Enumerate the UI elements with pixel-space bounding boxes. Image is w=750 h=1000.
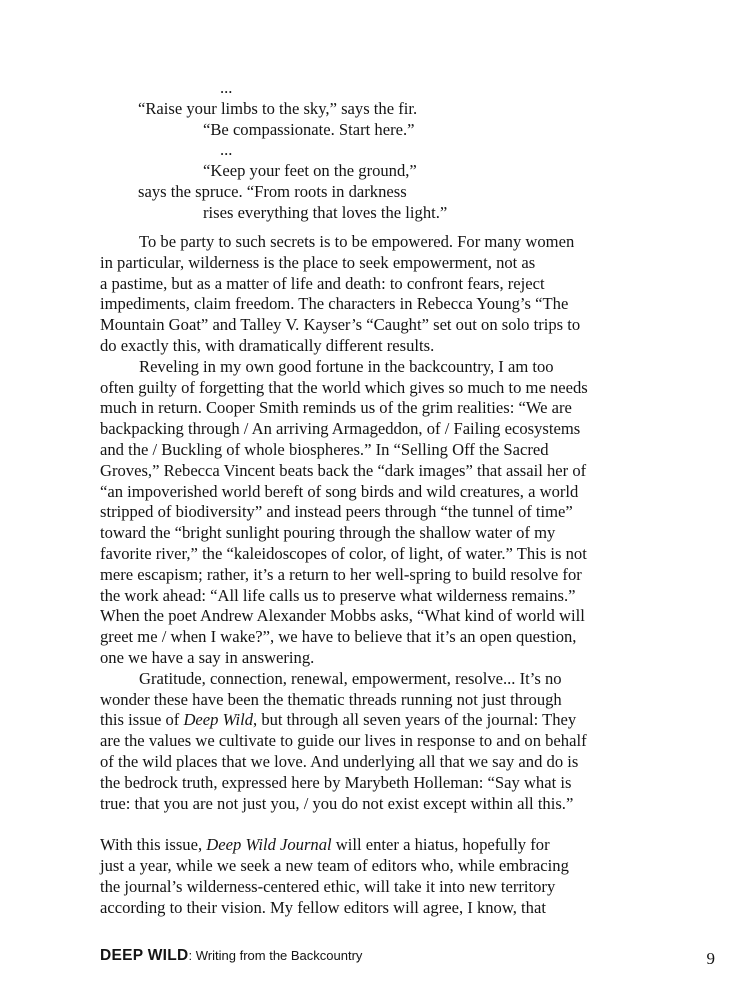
poem-ellipsis: ... xyxy=(220,78,233,97)
page-footer xyxy=(100,947,715,971)
poem-line: “Be compassionate. Start here.” xyxy=(203,119,415,139)
journal-subtitle: : Writing from the Backcountry xyxy=(188,948,363,963)
poem-line: rises everything that loves the light.” xyxy=(203,202,448,222)
poem-ellipsis: ... xyxy=(220,140,233,160)
running-footer-title xyxy=(100,947,362,965)
paragraph-empowerment: To be party to such secrets is to be empowered. For many women in particular, wilderness is the place to seek empowerment, not as a pastime, but as a matter of life and death: to confront fears, reject impediments, claim freedom. The characters in Rebecca Young’s “The Mountain Goat” and Talley V. Kayser’s “Caught” set out on solo trips to do exactly this, with dramatically different results. xyxy=(100,232,581,355)
paragraph-hiatus xyxy=(100,835,660,918)
page-number: 9 xyxy=(706,949,715,968)
paragraph-text: will enter a hiatus, hopefully for just a year, while we seek a new team of editors who, while embracing the journal’s wilderness-centered ethic, will take it into new territory according to their vision. My fellow editors will agree, I know, that xyxy=(100,835,569,917)
poem-line: “Raise your limbs to the sky,” says the fir. xyxy=(138,98,418,118)
journal-title-italic: Deep Wild xyxy=(183,710,254,730)
poem-line: “Keep your feet on the ground,” xyxy=(203,161,417,181)
paragraph-text: Gratitude, connection, renewal, empowerment, resolve... It’s no wonder these have been the thematic threads running not just through this issue of xyxy=(100,668,562,730)
paragraph-thematic-threads xyxy=(100,669,660,815)
paragraph-backcountry: Reveling in my own good fortune in the backcountry, I am too often guilty of forgetting that the world which gives so much to me needs much in return. Cooper Smith reminds us of the grim realities: “We are backpacking through / An arriving Armageddon, of / Failing ecosystems and the / Buckling of whole biospheres.” In “Selling Off the Sacred Groves,” Rebecca Vincent beats back the “dark images” that assail her of “an impoverished world bereft of song birds and wild creatures, a world stripped of biodiversity” and instead peers through “the tunnel of time” toward the “bright sunlight pouring through the shallow water of my favorite river,” the “kaleidoscopes of color, of light, of water.” This is not mere escapism; rather, it’s a return to her well-spring to build resolve for the work ahead: “All life calls us to preserve what wilderness remains.” When the poet Andrew Alexander Mobbs asks, “What kind of world will greet me / when I wake?”, we have to believe that it’s an open question, one we have a say in answering. xyxy=(100,356,588,667)
journal-title-italic: Deep Wild Journal xyxy=(206,835,332,855)
paragraph-text: With this issue, xyxy=(100,835,207,855)
poem-line: says the spruce. “From roots in darkness xyxy=(138,182,407,201)
paragraph-text: , but through all seven years of the journal: They are the values we cultivate to guide our lives in response to and on behalf of the wild places that we love. And underlying all that we say and do is the bedrock truth, expressed here by Marybeth Holleman: “Say what is true: that you are not just you, / you do not exist except within all this.” xyxy=(100,710,587,813)
journal-name: DEEP WILD xyxy=(100,947,189,964)
essay-body xyxy=(100,232,660,918)
